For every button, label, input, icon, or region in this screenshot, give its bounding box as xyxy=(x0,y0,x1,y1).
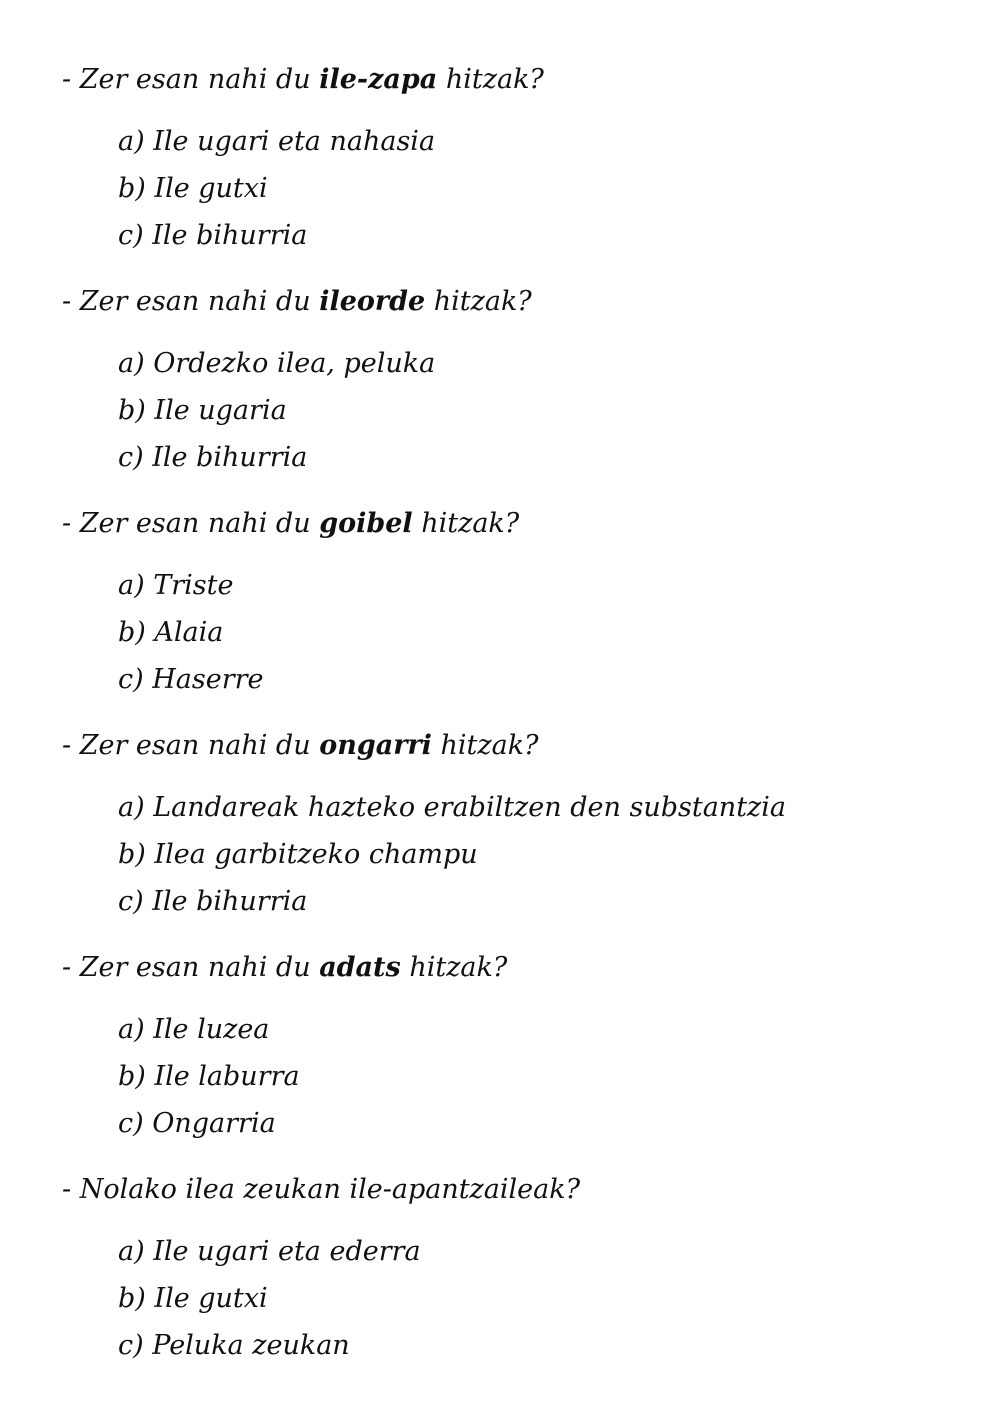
answer-option-b[interactable]: b) Alaia xyxy=(118,617,224,648)
answer-option-b[interactable]: b) Ile gutxi xyxy=(118,1283,268,1314)
question-prefix: - Zer esan nahi du xyxy=(62,286,320,317)
question-prefix: - Zer esan nahi du xyxy=(62,508,320,539)
question-text xyxy=(62,729,539,763)
question-text xyxy=(62,507,519,541)
answer-option-b[interactable]: b) Ile ugaria xyxy=(118,395,287,426)
answer-option-b[interactable]: b) Ilea garbitzeko champu xyxy=(118,839,478,870)
question-text xyxy=(62,63,544,97)
question-suffix: hitzak? xyxy=(425,286,532,317)
answer-option-b[interactable]: b) Ile gutxi xyxy=(118,173,268,204)
question-keyword: adats xyxy=(319,952,401,983)
answer-option-a[interactable]: a) Ile ugari eta ederra xyxy=(118,1236,421,1267)
question-prefix: - Nolako ilea zeukan ile-apantzaileak? xyxy=(62,1174,581,1205)
answer-option-a[interactable]: a) Triste xyxy=(118,570,234,601)
question-keyword: ileorde xyxy=(319,286,426,317)
question-keyword: ongarri xyxy=(319,730,432,761)
answer-option-c[interactable]: c) Ile bihurria xyxy=(118,442,308,473)
answer-option-c[interactable]: c) Haserre xyxy=(118,664,264,695)
question-text xyxy=(62,285,532,319)
answer-option-a[interactable]: a) Ordezko ilea, peluka xyxy=(118,348,436,379)
answer-option-b[interactable]: b) Ile laburra xyxy=(118,1061,300,1092)
question-keyword: goibel xyxy=(319,508,413,539)
question-text xyxy=(62,1173,580,1207)
question-prefix: - Zer esan nahi du xyxy=(62,730,320,761)
question-suffix: hitzak? xyxy=(431,730,539,761)
question-suffix: hitzak? xyxy=(437,64,544,95)
answer-option-c[interactable]: c) Ile bihurria xyxy=(118,886,308,917)
answer-option-a[interactable]: a) Landareak hazteko erabiltzen den substantzia xyxy=(118,792,786,823)
question-prefix: - Zer esan nahi du xyxy=(62,952,320,983)
answer-option-a[interactable]: a) Ile luzea xyxy=(118,1014,270,1045)
question-text xyxy=(62,951,507,985)
answer-option-a[interactable]: a) Ile ugari eta nahasia xyxy=(118,126,436,157)
question-keyword: ile-zapa xyxy=(319,64,438,95)
question-prefix: - Zer esan nahi du xyxy=(62,64,320,95)
answer-option-c[interactable]: c) Ile bihurria xyxy=(118,220,308,251)
question-suffix: hitzak? xyxy=(412,508,520,539)
answer-option-c[interactable]: c) Peluka zeukan xyxy=(118,1330,350,1361)
answer-option-c[interactable]: c) Ongarria xyxy=(118,1108,276,1139)
question-suffix: hitzak? xyxy=(400,952,508,983)
